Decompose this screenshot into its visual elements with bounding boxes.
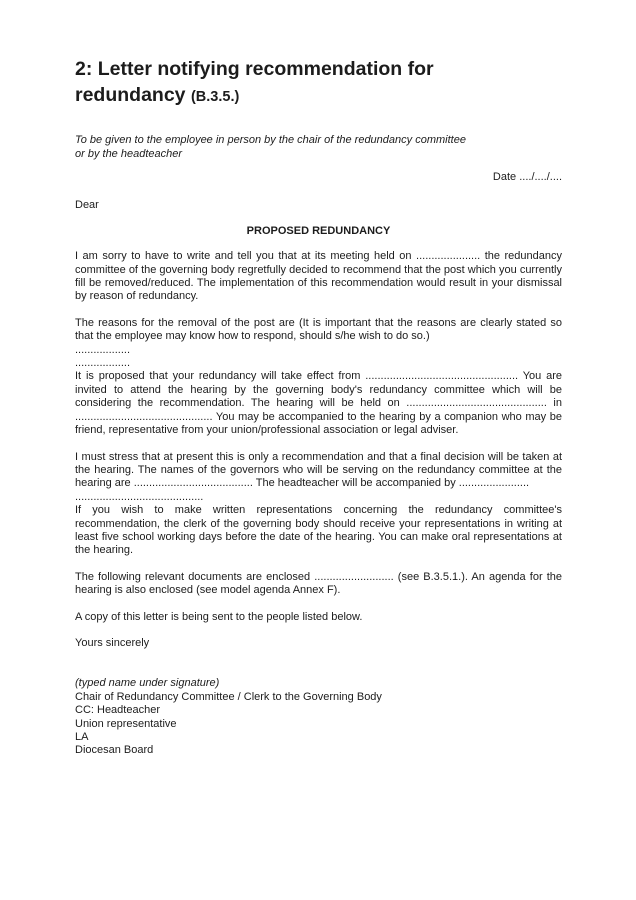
closing-line: Yours sincerely bbox=[75, 636, 150, 649]
stress-main: I must stress that at present this is only a recommendation and that a final decision will be taken at the hearing. The names of the governors who will be serving on the redundancy committee at the hearing are ....................................... The headteacher will be accompanied by ....................... bbox=[75, 450, 562, 490]
paragraph-meeting: I am sorry to have to write and tell you that at its meeting held on ..................... the redundancy committee of the governing body regretfully decided to recommend that the post which you currently fill be removed/reduced. The implementation of this recommendation would result in your dismissal by reason of redundancy. bbox=[75, 250, 562, 303]
typed-name-note: (typed name under signature) bbox=[75, 677, 220, 690]
reasons-dotted-line-2: .................. bbox=[75, 357, 131, 370]
instruction-line1: To be given to the employee in person by the chair of the redundancy committee bbox=[75, 134, 466, 146]
instruction-line2: or by the headteacher bbox=[75, 147, 183, 160]
letter-content bbox=[75, 56, 562, 758]
reasons-proposal: It is proposed that your redundancy will take effect from .................................................. You are invited to attend the hearing by the governing body's redundancy committee which will be considering the recommendation. The hearing will be held on .............................................. in ............................................. You may be accompanied to the hearing by a companion who may be friend, representative from your union/professional association or legal adviser. bbox=[75, 370, 562, 437]
title-reference: (B.3.5.) bbox=[190, 89, 240, 105]
paragraph-documents: The following relevant documents are enclosed .......................... (see B.3.5.1.). An agenda for the hearing is also enclosed (see model agenda Annex F). bbox=[75, 570, 562, 597]
stress-representations: If you wish to make written representations concerning the redundancy committee's recommendation, the clerk of the governing body should receive your representations in writing at least five school working days before the date of the hearing. You can make oral representations at the hearing. bbox=[75, 504, 562, 557]
cc-union-representative: Union representative bbox=[75, 717, 177, 730]
cc-headteacher: CC: Headteacher bbox=[75, 704, 160, 717]
reasons-dotted-line-1: .................. bbox=[75, 343, 131, 356]
title-line2: redundancy bbox=[75, 84, 186, 106]
paragraph-stress bbox=[75, 451, 562, 558]
subject-heading: PROPOSED REDUNDANCY bbox=[246, 224, 391, 237]
cc-la: LA bbox=[75, 731, 89, 743]
paragraph-copy: A copy of this letter is being sent to the people listed below. bbox=[75, 610, 363, 623]
page-title bbox=[75, 56, 562, 110]
title-line1: 2: Letter notifying recommendation for bbox=[75, 58, 434, 80]
salutation: Dear bbox=[75, 199, 99, 212]
signature-block bbox=[75, 677, 562, 757]
signatory-role: Chair of Redundancy Committee / Clerk to the Governing Body bbox=[75, 690, 382, 703]
paragraph-reasons bbox=[75, 317, 562, 438]
stress-dotted-line: .......................................... bbox=[75, 490, 204, 503]
date-line: Date ..../..../.... bbox=[492, 171, 562, 183]
reasons-intro: The reasons for the removal of the post are (It is important that the reasons are clearly stated so that the employee may know how to respond, should s/he wish to do so.) bbox=[75, 316, 562, 343]
instruction-note bbox=[75, 134, 562, 161]
cc-diocesan-board: Diocesan Board bbox=[75, 744, 154, 757]
